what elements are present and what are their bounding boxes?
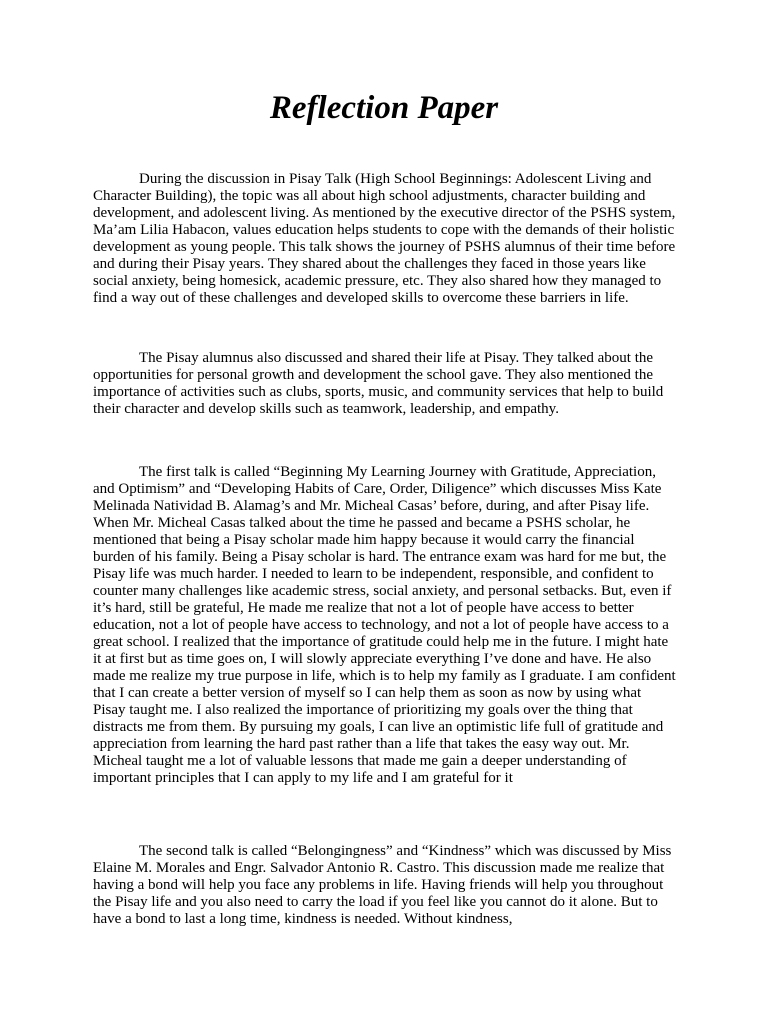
paragraph-2: The Pisay alumnus also discussed and shared their life at Pisay. They talked about the opportunities for personal growth and development the school gave. They also mentioned the importance of activities such as clubs, sports, music, and community services that help to build their character and develop skills such as teamwork, leadership, and empathy.	[93, 350, 664, 417]
paragraph-3: The first talk is called “Beginning My Learning Journey with Gratitude, Appreciation, and Optimism” and “Developing Habits of Care, Order, Diligence” which discusses Miss Kate Melinada Natividad B. Alamag’s and Mr. Micheal Casas’ before, during, and after Pisay life. When Mr. Micheal Casas talked about the time he passed and became a PSHS scholar, he mentioned that being a Pisay scholar made him happy because it would carry the financial burden of his family. Being a Pisay scholar is hard. The entrance exam was hard for me but, the Pisay life was much harder. I needed to learn to be independent, responsible, and confident to counter many challenges like academic stress, social anxiety, and personal setbacks. But, even if it’s hard, still be grateful, He made me realize that not a lot of people have access to better education, not a lot of people have access to technology, and not a lot of people have access to a great school. I realized that the importance of gratitude could help me in the future. I might hate it at first but as time goes on, I will slowly appreciate everything I’ve done and have. He also made me realize my true purpose in life, which is to help my family as I graduate. I am confident that I can create a better version of myself so I can help them as soon as now by using what Pisay taught me. I also realized the importance of prioritizing my goals over the thing that distracts me from them. By pursuing my goals, I can live an optimistic life full of gratitude and appreciation from learning the hard past rather than a life that takes the easy way out. Mr. Micheal taught me a lot of valuable lessons that made me gain a deeper understanding of important principles that I can apply to my life and I am grateful for it	[93, 464, 676, 786]
paragraph-4: The second talk is called “Belongingness” and “Kindness” which was discussed by Miss Elaine M. Morales and Engr. Salvador Antonio R. Castro. This discussion made me realize that having a bond will help you face any problems in life. Having friends will help you throughout the Pisay life and you also need to carry the load if you feel like you cannot do it alone. But to have a bond to last a long time, kindness is needed. Without kindness,	[93, 843, 672, 927]
page-title: Reflection Paper	[269, 90, 499, 126]
paragraph-1: During the discussion in Pisay Talk (High School Beginnings: Adolescent Living and Character Building), the topic was all about high school adjustments, character building and development, and adolescent living. As mentioned by the executive director of the PSHS system, Ma’am Lilia Habacon, values education helps students to cope with the demands of their holistic development as young people. This talk shows the journey of PSHS alumnus of their time before and during their Pisay years. They shared about the challenges they faced in those years like social anxiety, being homesick, academic pressure, etc. They also shared how they managed to find a way out of these challenges and developed skills to overcome these barriers in life.	[93, 171, 676, 306]
